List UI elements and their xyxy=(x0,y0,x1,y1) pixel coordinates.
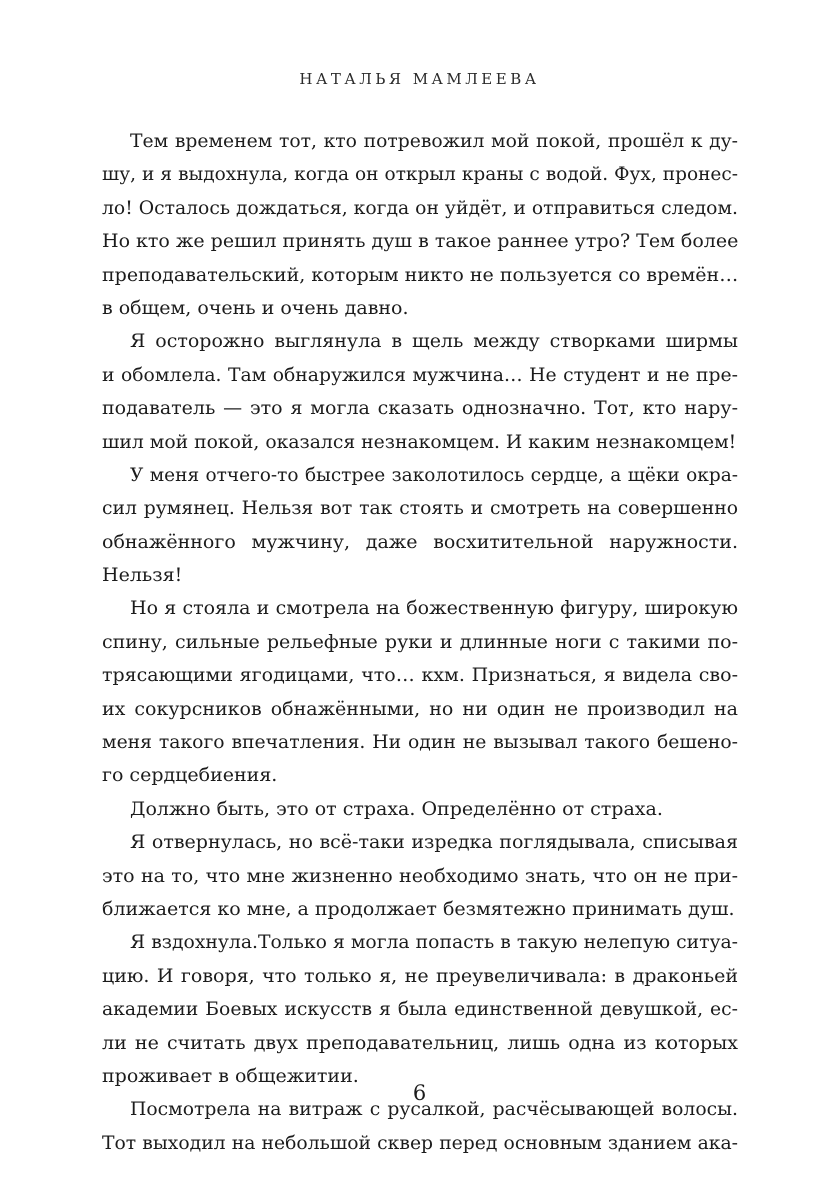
text-line: Но кто же решил принять душ в такое раннее утро? Тем более xyxy=(102,230,738,253)
text-line: и обомлела. Там обнаружился мужчина… Не студент и не пре- xyxy=(102,364,738,386)
text-line: Посмотрела на витраж с русалкой, расчёсывающей волосы. xyxy=(130,1099,738,1121)
text-line: в общем, очень и очень давно. xyxy=(102,296,409,319)
text-line: цию. И говоря, что только я, не преувеличивала: в драконьей xyxy=(102,964,738,987)
text-line: ло! Осталось дождаться, когда он уйдёт, и отправиться следом. xyxy=(102,197,738,219)
text-line: меня такого впечатления. Ни один не вызывал такого бешено- xyxy=(102,732,738,754)
text-line: Должно быть, это от страха. Определённо от страха. xyxy=(130,797,663,820)
text-line: У меня отчего-то быстрее заколотилось сердце, а щёки окра- xyxy=(130,464,738,486)
text-line: Я осторожно выглянула в щель между створками ширмы xyxy=(130,330,738,353)
text-line: спину, сильные рельефные руки и длинные ноги с такими по- xyxy=(102,630,738,653)
text-line: Я вздохнула.Только я могла попасть в такую нелепую ситуа- xyxy=(130,932,738,954)
page-number: 6 xyxy=(412,1081,427,1105)
text-line: сил румянец. Нельзя вот так стоять и смотреть на совершенно xyxy=(102,498,738,520)
text-line: подаватель — это я могла сказать однозначно. Тот, кто нару- xyxy=(102,397,738,420)
text-line: проживает в общежитии. xyxy=(102,1064,359,1087)
text-line: Я отвернулась, но всё-таки изредка поглядывала, списывая xyxy=(130,831,738,854)
text-line: ближается ко мне, а продолжает безмятежно принимать душ. xyxy=(102,897,735,920)
text-line: Тем временем тот, кто потревожил мой покой, прошёл к ду- xyxy=(130,131,738,152)
text-line: преподавательский, которым никто не пользуется со времён… xyxy=(102,263,738,286)
text-line: ли не считать двух преподавательниц, лишь одна из которых xyxy=(102,1031,738,1054)
body-text xyxy=(102,125,738,1160)
text-line: это на то, что мне жизненно необходимо знать, что он не при- xyxy=(102,864,738,887)
text-line: академии Боевых искусств я была единственной девушкой, ес- xyxy=(102,999,738,1021)
text-line: трясающими ягодицами, что… кхм. Признаться, я видела сво- xyxy=(102,664,738,687)
text-line: шил мой покой, оказался незнакомцем. И каким незнакомцем! xyxy=(102,431,737,453)
text-line: Но я стояла и смотрела на божественную фигуру, широкую xyxy=(130,597,738,620)
text-line: го сердцебиения. xyxy=(102,764,278,787)
text-line: Тот выходил на небольшой сквер перед основным зданием ака- xyxy=(102,1132,738,1154)
running-head: НАТАЛЬЯ МАМЛЕЕВА xyxy=(299,70,540,88)
text-line: обнажённого мужчину, даже восхитительной наружности. xyxy=(102,530,738,553)
text-line: шу, и я выдохнула, когда он открыл краны с водой. Фух, пронес- xyxy=(102,164,738,186)
text-line: их сокурсников обнажёнными, но ни один не производил на xyxy=(102,697,738,720)
text-line: Нельзя! xyxy=(102,564,183,587)
